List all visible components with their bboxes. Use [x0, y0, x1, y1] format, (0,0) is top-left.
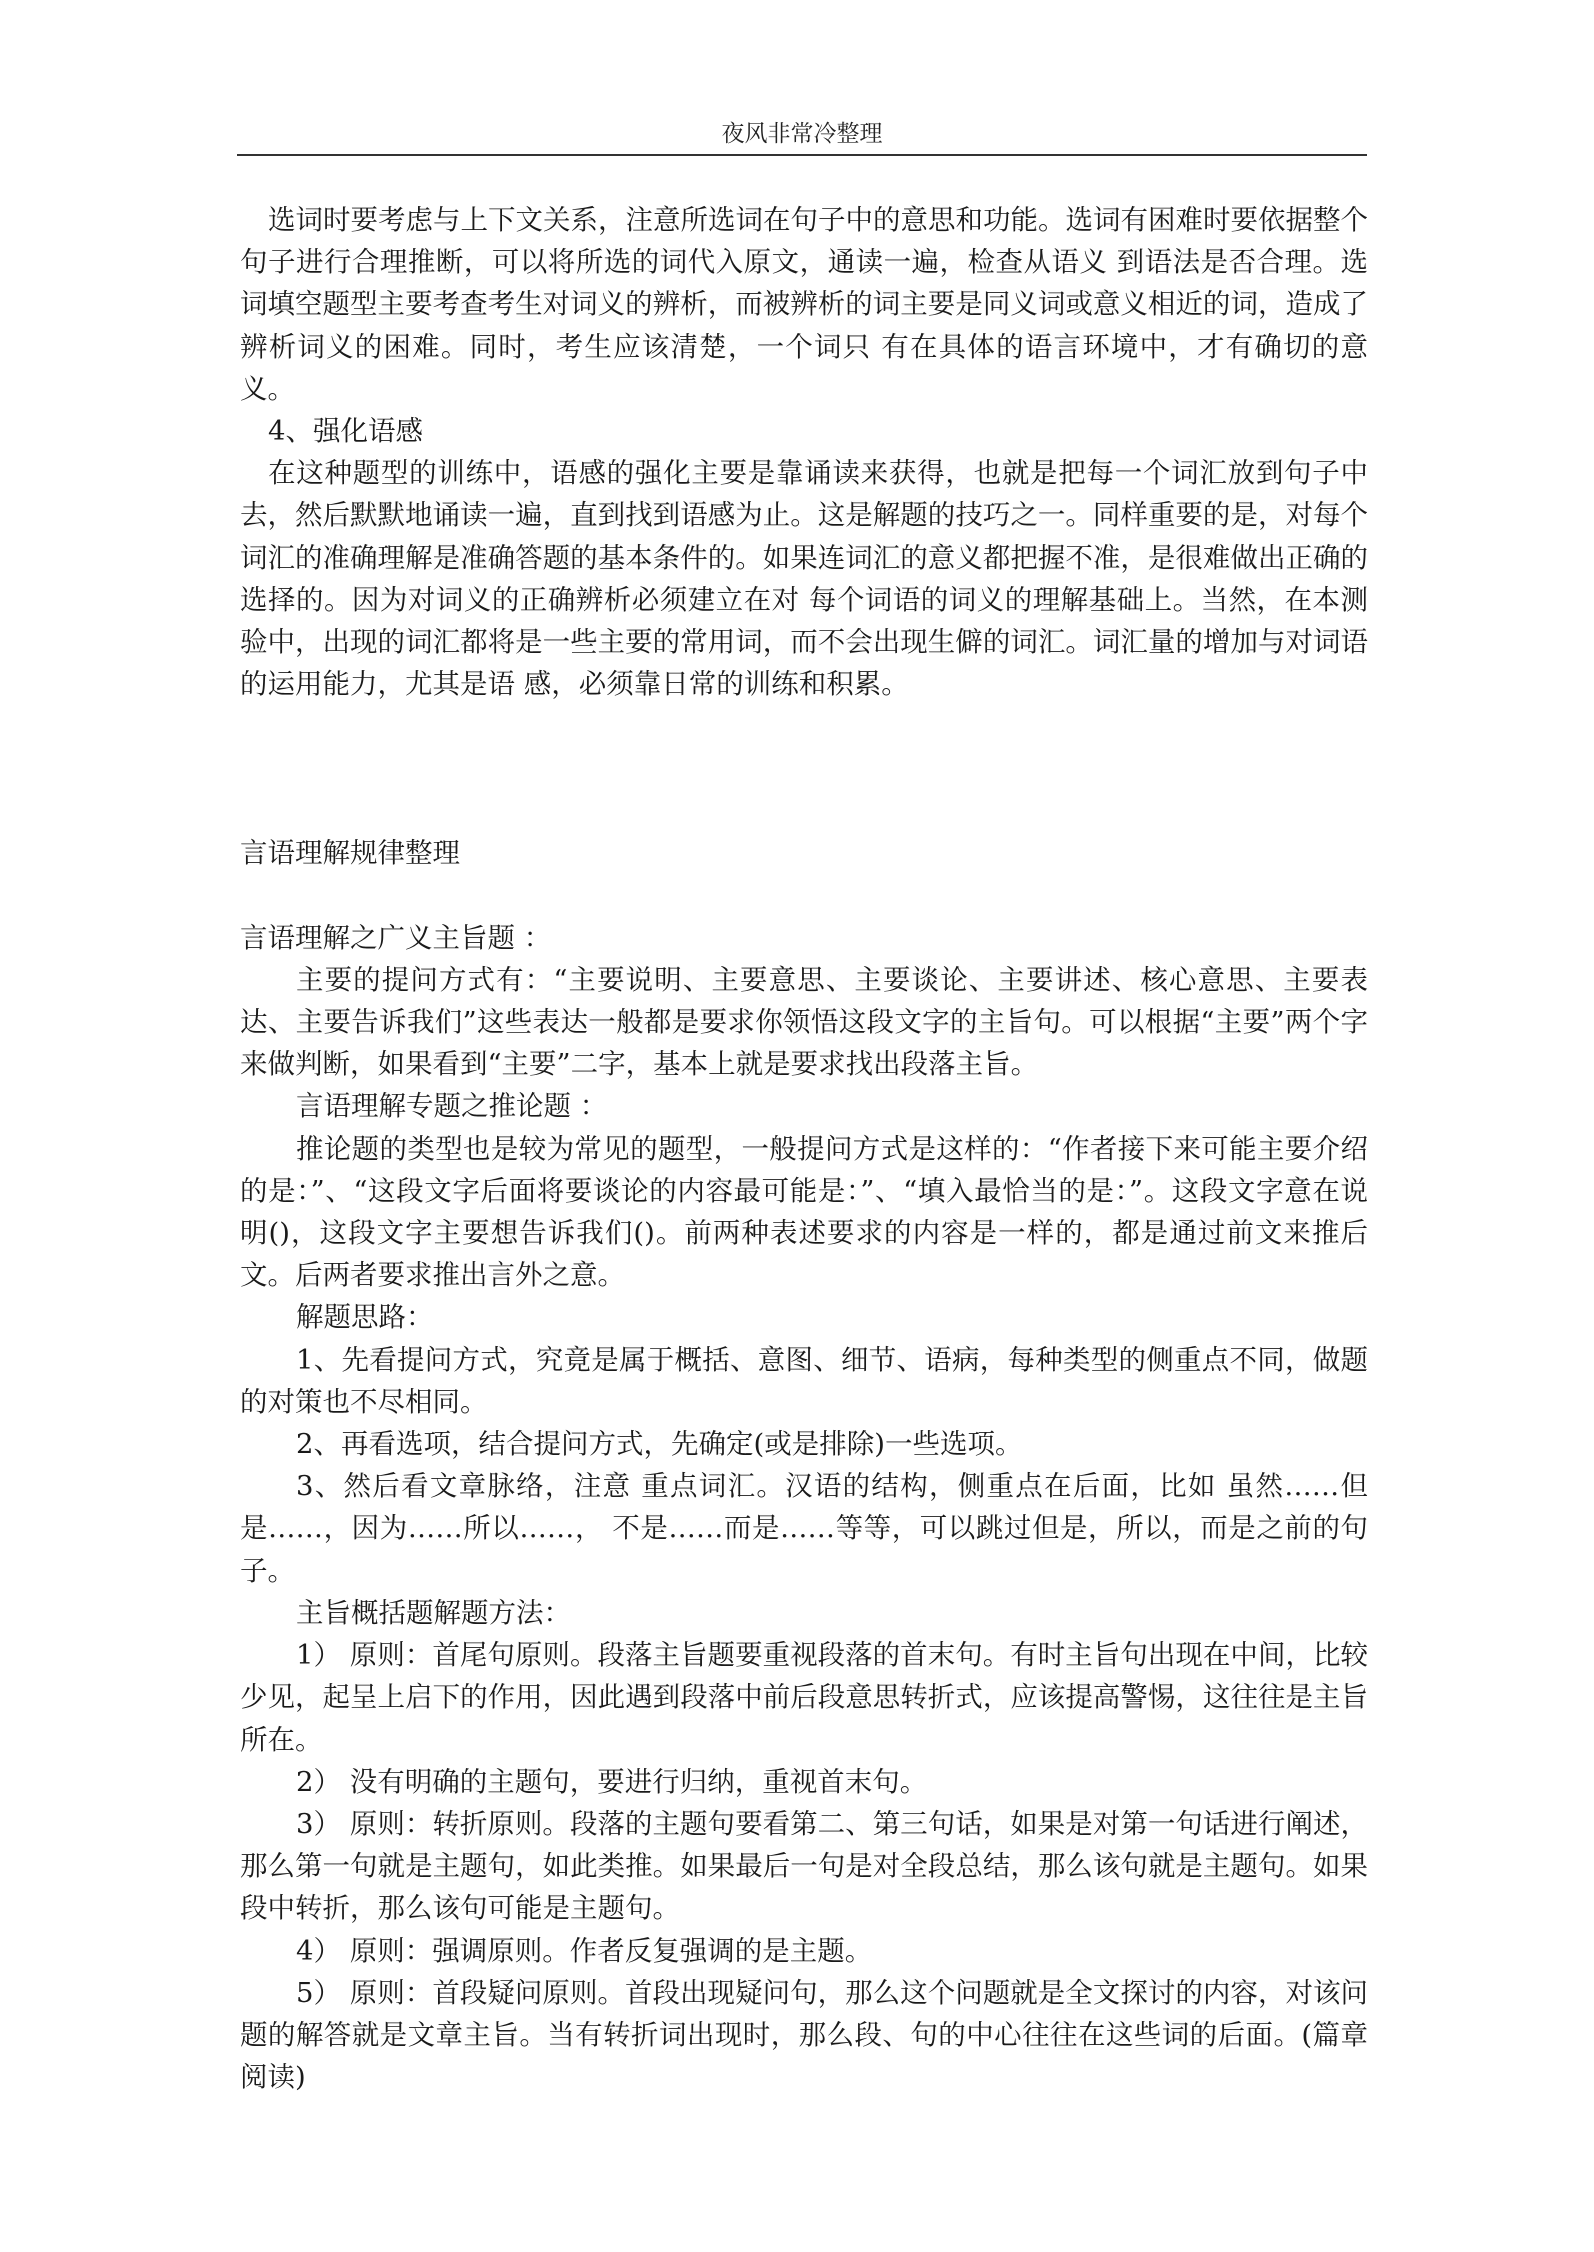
list-item-rule-4: 4） 原则：强调原则。作者反复强调的是主题。 — [296, 1934, 873, 1967]
subsection-main-idea: 言语理解之广义主旨题 ： — [240, 921, 552, 954]
subsection-inference: 言语理解专题之推论题 ： — [296, 1090, 608, 1123]
page-header: 夜风非常冷整理 — [721, 121, 883, 147]
list-item-step-2: 2、再看选项，结合提问方式，先确定(或是排除)一些选项。 — [296, 1428, 1023, 1461]
paragraph-inference-types: 推论题的类型也是较为常见的题型，一般提问方式是这样的：“作者接下来可能主要介绍的是：”、“这段文字后面将要谈论的内容最可能是：”、“填入最恰当的是：”。这段文字意在说明()，这段文字主要想告诉我们()。前两种表述要求的内容是一样的，都是通过前文来推后文。后两者要求推出言外之意。 — [240, 1132, 1368, 1292]
list-item-rule-1: 1） 原则：首尾句原则。段落主旨题要重视段落的首末句。有时主旨句出现在中间，比较少见，起呈上启下的作用，因此遇到段落中前后段意思转折式，应该提高警惕，这往往是主旨所在。 — [240, 1639, 1368, 1756]
heading-summary-methods: 主旨概括题解题方法： — [296, 1596, 571, 1629]
section-title: 言语理解规律整理 — [240, 837, 460, 870]
header-divider — [237, 154, 1367, 156]
list-item-step-1: 1、先看提问方式，究竟是属于概括、意图、细节、语病，每种类型的侧重点不同，做题的对策也不尽相同。 — [240, 1343, 1368, 1418]
paragraph-word-choice: 选词时要考虑与上下文关系，注意所选词在句子中的意思和功能。选词有困难时要依据整个句子进行合理推断，可以将所选的词代入原文，通读一遍，检查从语义 到语法是否合理。选词填空题型主要考查考生对词义的辨析，而被辨析的词主要是同义词或意义相近的词，造成了辨析词义的困难。同时，考生应该清楚，一个词只 有在具体的语言环境中，才有确切的意义。 — [240, 204, 1368, 405]
list-item-rule-5: 5） 原则：首段疑问原则。首段出现疑问句，那么这个问题就是全文探讨的内容，对该问题的解答就是文章主旨。当有转折词出现时，那么段、句的中心往往在这些词的后面。(篇章阅读) — [240, 1976, 1368, 2094]
heading-solving-approach: 解题思路： — [296, 1301, 434, 1334]
document-body — [240, 199, 1368, 2098]
paragraph-question-forms: 主要的提问方式有：“主要说明、主要意思、主要谈论、主要讲述、核心意思、主要表达、主要告诉我们”这些表达一般都是要求你领悟这段文字的主旨句。可以根据“主要”两个字来做判断，如果看到“主要”二字，基本上就是要求找出段落主旨。 — [240, 963, 1368, 1081]
heading-strengthen-language-sense: 4、强化语感 — [268, 415, 423, 448]
list-item-step-3: 3、然后看文章脉络，注意 重点词汇。汉语的结构，侧重点在后面，比如 虽然……但是……，因为……所以……， 不是……而是……等等，可以跳过但是，所以，而是之前的句子。 — [240, 1470, 1368, 1587]
paragraph-language-sense: 在这种题型的训练中，语感的强化主要是靠诵读来获得，也就是把每一个词汇放到句子中去，然后默默地诵读一遍，直到找到语感为止。这是解题的技巧之一。同样重要的是，对每个词汇的准确理解是准确答题的基本条件的。如果连词汇的意义都把握不准，是很难做出正确的选择的。因为对词义的正确辨析必须建立在对 每个词语的词义的理解基础上。当然，在本测验中，出现的词汇都将是一些主要的常用词，而不会出现生僻的词汇。词汇量的增加与对词语的运用能力，尤其是语 感，必须靠日常的训练和积累。 — [240, 457, 1368, 701]
list-item-rule-3: 3） 原则：转折原则。段落的主题句要看第二、第三句话，如果是对第一句话进行阐述，那么第一句就是主题句，如此类推。如果最后一句是对全段总结，那么该句就是主题句。如果段中转折，那么该句可能是主题句。 — [240, 1807, 1368, 1925]
list-item-rule-2: 2） 没有明确的主题句，要进行归纳，重视首末句。 — [296, 1765, 928, 1798]
